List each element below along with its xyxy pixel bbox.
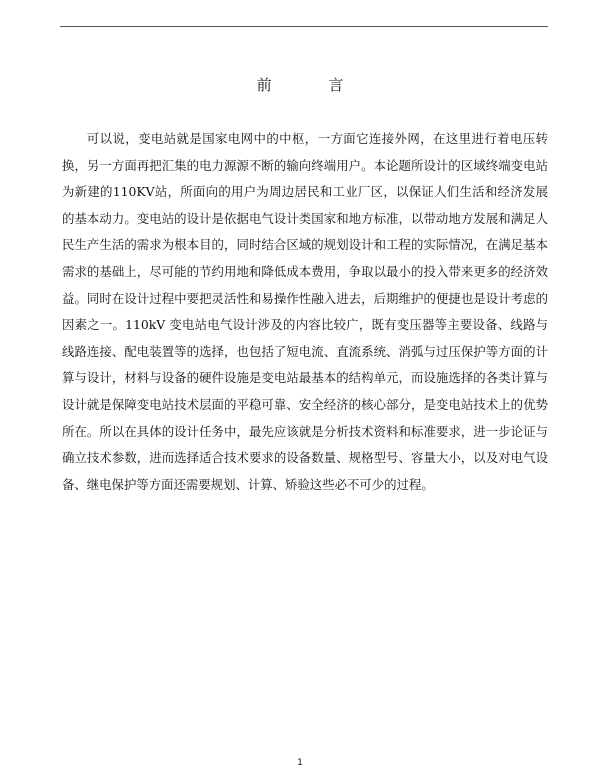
preface-paragraph: 可以说，变电站就是国家电网中的中枢，一方面它连接外网，在这里进行着电压转换，另一方面再把汇集的电力源源不断的输向终端用户。本论题所设计的区域终端变电站为新建的110KV站，所面向的用户为周边居民和工业厂区，以保证人们生活和经济发展的基本动力。变电站的设计是依据电气设计类国家和地方标准，以带动地方发展和满足人民生产生活的需求为根本目的，同时结合区域的规划设计和工程的实际情况，在满足基本需求的基础上，尽可能的节约用地和降低成本费用，争取以最小的投入带来更多的经济效益。同时在设计过程中要把灵活性和易操作性融入进去，后期维护的便捷也是设计考虑的因素之一。110kV 变电站电气设计涉及的内容比较广，既有变压器等主要设备、线路与线路连接、配电装置等的选择，也包括了短电流、直流系统、消弧与过压保护等方面的计算与设计，材料与设备的硬件设施是变电站最基本的结构单元，而设施选择的各类计算与设计就是保障变电站技术层面的平稳可靠、安全经济的核心部分，是变电站技术上的优势所在。所以在具体的设计任务中，最先应该就是分析技术资料和标准要求，进一步论证与确立技术参数，进而选择适合技术要求的设备数量、规格型号、容量大小，以及对电气设备、继电保护等方面还需要规划、计算、矫验这些必不可少的过程。: [62, 131, 548, 492]
header-rule: [60, 26, 548, 27]
page-number: 1: [297, 758, 303, 768]
page-title: 前 言: [256, 76, 370, 94]
